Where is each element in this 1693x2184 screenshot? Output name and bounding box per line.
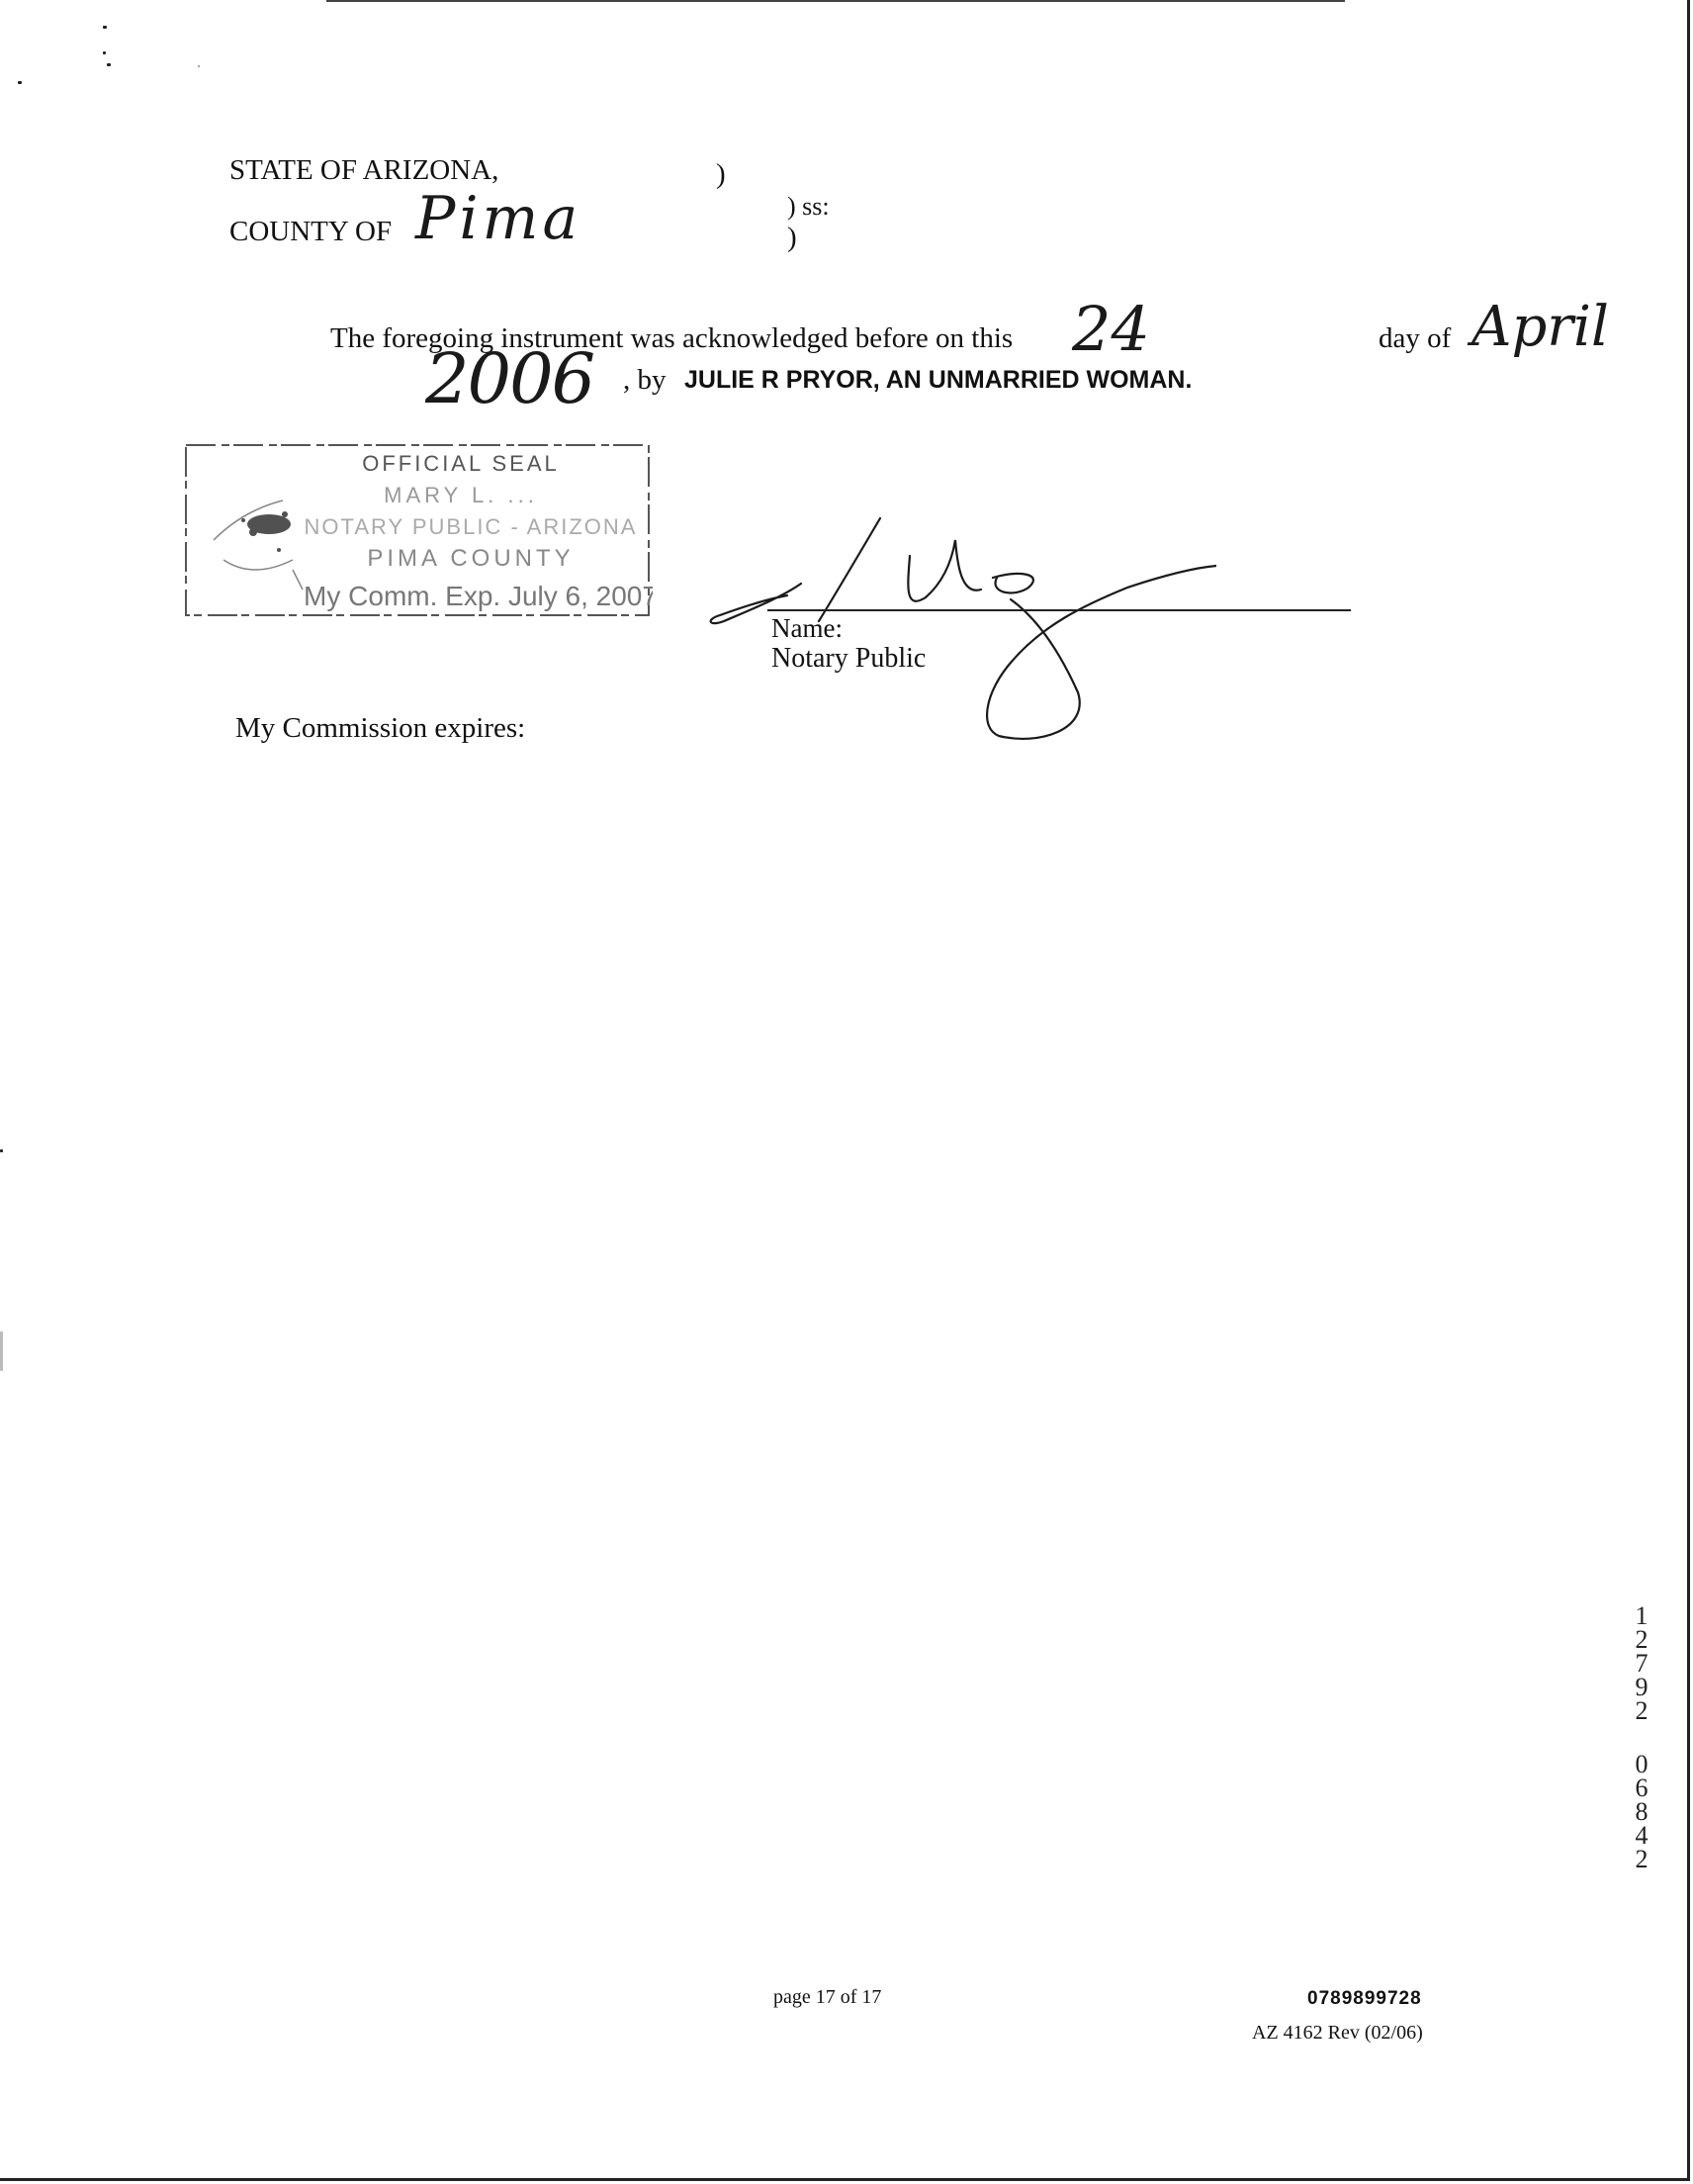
scan-speck: [198, 65, 200, 67]
margin-gap: [1630, 1723, 1653, 1753]
scan-speck: [103, 26, 107, 29]
margin-digit: 2: [1635, 1696, 1648, 1725]
scan-speck: [0, 1331, 3, 1371]
loan-number: 0789899728: [1307, 1988, 1422, 2009]
margin-digit: 4: [1635, 1821, 1648, 1850]
scan-speck: [107, 63, 111, 66]
ss-label: ) ss:: [787, 192, 830, 221]
form-id: AZ 4162 Rev (02/06): [1252, 2022, 1423, 2044]
notary-name-label: Name:: [771, 613, 843, 643]
margin-digit: 7: [1635, 1649, 1648, 1678]
margin-digit: 9: [1635, 1673, 1648, 1701]
acknowledgment-text: The foregoing instrument was acknowledged before on this: [330, 322, 1014, 354]
party-name: JULIE R PRYOR, AN UNMARRIED WOMAN.: [684, 366, 1193, 394]
day-of-label: day of: [1379, 322, 1452, 354]
state-label: STATE OF ARIZONA,: [229, 154, 499, 186]
margin-digit: 8: [1635, 1797, 1648, 1826]
official-seal-stamp: [184, 441, 653, 621]
scan-speck: [0, 1149, 3, 1152]
margin-digit: 2: [1635, 1625, 1648, 1654]
county-label: COUNTY OF: [229, 216, 393, 247]
year-handwritten: 2006: [425, 338, 594, 419]
margin-digit: 2: [1635, 1845, 1648, 1873]
scan-speck: [18, 81, 22, 84]
commission-expires-label: My Commission expires:: [235, 712, 526, 744]
seal-line-4: PIMA COUNTY: [367, 545, 575, 572]
margin-digit: 6: [1635, 1774, 1648, 1802]
day-handwritten: 24: [1072, 293, 1150, 365]
top-scan-rule: [326, 0, 1345, 2]
by-text: , by: [623, 364, 667, 396]
seal-line-3: NOTARY PUBLIC - ARIZONA: [304, 514, 638, 539]
seal-line-1: OFFICIAL SEAL: [362, 451, 560, 476]
signature-line: [767, 609, 1351, 611]
paren-bracket: ): [716, 158, 726, 190]
recording-margin-code: [1630, 1601, 1653, 1873]
margin-digit: 0: [1635, 1750, 1648, 1778]
seal-line-5: My Comm. Exp. July 6, 2007: [304, 581, 653, 611]
margin-digit: 1: [1635, 1601, 1648, 1630]
page-number: page 17 of 17: [773, 1986, 882, 2008]
county-handwritten: Pima: [415, 184, 582, 253]
month-handwritten: April: [1471, 295, 1609, 359]
notary-title: Notary Public: [771, 643, 927, 674]
scan-speck: [103, 51, 106, 54]
seal-line-2: MARY L. ...: [384, 483, 538, 507]
paren-bracket: ): [787, 222, 797, 253]
